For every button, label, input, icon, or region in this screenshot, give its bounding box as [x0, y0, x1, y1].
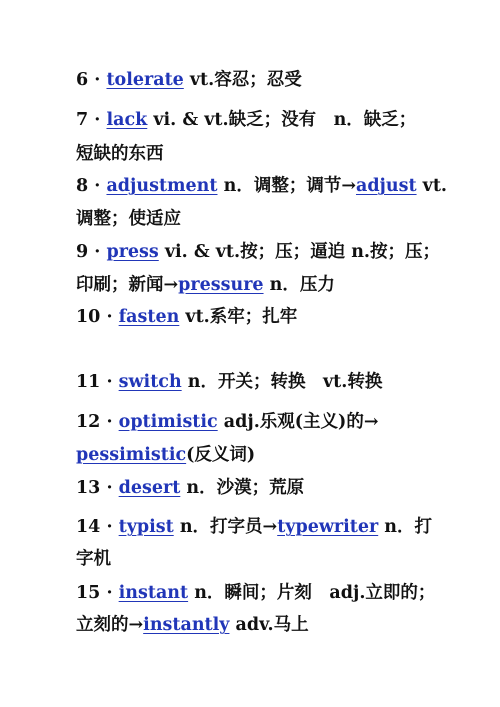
entry-number: 7 [76, 110, 89, 130]
entry-8 [76, 174, 447, 198]
vocab-link-optimistic[interactable]: optimistic [118, 412, 218, 432]
entry-6 [76, 68, 302, 92]
vocab-link-instant[interactable]: instant [118, 583, 189, 603]
entry-separator: · [106, 372, 113, 392]
definition-continued: 印刷；新闻→ [76, 275, 179, 295]
definition: vi. & vt.缺乏；没有 n．缺乏； [153, 110, 417, 130]
definition-continued: 调整；使适应 [76, 209, 181, 229]
vocab-link-instantly[interactable]: instantly [143, 615, 230, 635]
entry-8-cont [76, 207, 181, 231]
definition: adj.乐观(主义)的→ [223, 412, 379, 432]
definition-tail: vt. [422, 176, 448, 196]
entry-number: 8 [76, 176, 89, 196]
entry-separator: · [94, 176, 101, 196]
entry-14-cont [76, 547, 111, 571]
entry-12-cont [76, 443, 255, 467]
definition: vt.容忍；忍受 [189, 70, 302, 90]
definition: vi. & vt.按；压；逼迫 n.按；压； [164, 242, 441, 262]
entry-number: 9 [76, 242, 89, 262]
definition-tail: n．打 [384, 517, 433, 537]
vocab-link-adjustment[interactable]: adjustment [106, 176, 218, 196]
entry-separator: · [94, 70, 101, 90]
entry-12 [76, 410, 379, 434]
definition-continued: 短缺的东西 [76, 144, 164, 164]
entry-separator: · [106, 412, 113, 432]
entry-number: 14 [76, 517, 101, 537]
vocab-link-switch[interactable]: switch [118, 372, 182, 392]
definition: n．调整；调节→ [223, 176, 356, 196]
definition-continued: 立刻的→ [76, 615, 144, 635]
definition: n．打字员→ [179, 517, 278, 537]
entry-9-cont [76, 273, 335, 297]
definition: vt.系牢；扎牢 [185, 307, 298, 327]
vocab-link-pessimistic[interactable]: pessimistic [76, 445, 187, 465]
entry-separator: · [106, 583, 113, 603]
definition-tail: adv.马上 [235, 615, 309, 635]
vocab-link-desert[interactable]: desert [118, 478, 181, 498]
entry-number: 12 [76, 412, 101, 432]
vocab-link-tolerate[interactable]: tolerate [106, 70, 184, 90]
entry-number: 13 [76, 478, 101, 498]
vocab-link-fasten[interactable]: fasten [118, 307, 180, 327]
entry-separator: · [106, 478, 113, 498]
entry-separator: · [106, 517, 113, 537]
entry-14 [76, 515, 432, 539]
entry-number: 15 [76, 583, 101, 603]
definition: n．沙漠；荒原 [186, 478, 305, 498]
entry-13 [76, 476, 304, 500]
entry-separator: · [94, 242, 101, 262]
vocab-link-adjust[interactable]: adjust [355, 176, 417, 196]
vocab-link-typist[interactable]: typist [118, 517, 174, 537]
entry-number: 10 [76, 307, 101, 327]
definition: n．瞬间；片刻 adj.立即的； [194, 583, 436, 603]
entry-11 [76, 370, 382, 394]
entry-10 [76, 305, 297, 329]
definition-tail: (反义词) [186, 445, 256, 465]
entry-15-cont [76, 613, 309, 637]
entry-number: 6 [76, 70, 89, 90]
entry-7-cont [76, 142, 164, 166]
entry-7 [76, 108, 416, 132]
definition-continued: 字机 [76, 549, 111, 569]
entry-15 [76, 581, 435, 605]
entry-separator: · [94, 110, 101, 130]
vocab-link-lack[interactable]: lack [106, 110, 148, 130]
vocab-link-press[interactable]: press [106, 242, 159, 262]
entry-9 [76, 240, 440, 264]
entry-separator: · [106, 307, 113, 327]
vocab-link-typewriter[interactable]: typewriter [277, 517, 379, 537]
definition-tail: n．压力 [269, 275, 335, 295]
vocab-link-pressure[interactable]: pressure [178, 275, 264, 295]
definition: n．开关；转换 vt.转换 [187, 372, 383, 392]
entry-number: 11 [76, 372, 101, 392]
